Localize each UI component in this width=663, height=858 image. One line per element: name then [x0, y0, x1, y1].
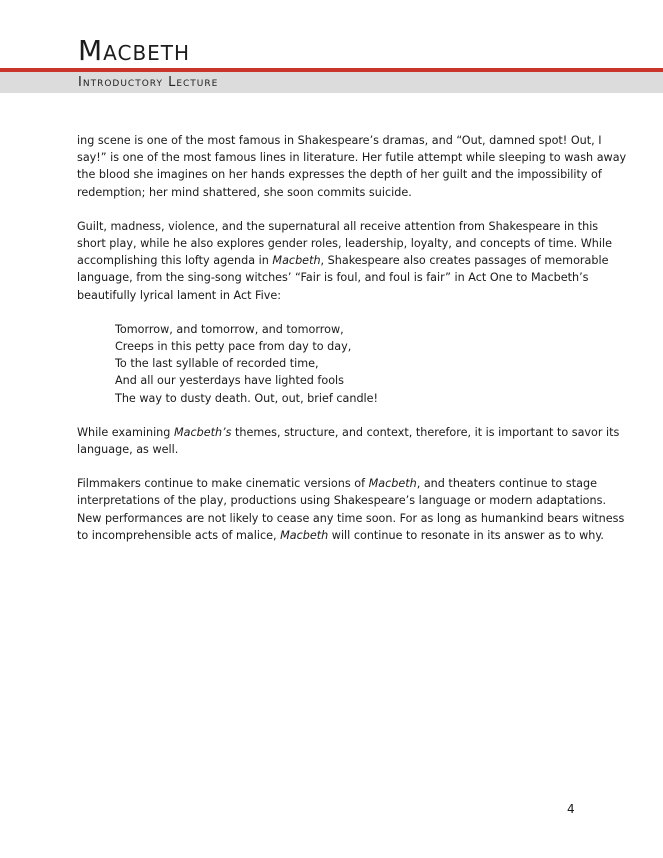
paragraph-2	[77, 218, 630, 304]
document-body	[77, 132, 630, 561]
paragraph-3-text-b: themes, structure, and context, therefore, it is important to savor its language, as well.	[77, 425, 620, 457]
page-subtitle: Introductory Lecture	[78, 75, 219, 90]
poem-line: The way to dusty death. Out, out, brief candle!	[115, 391, 379, 405]
paragraph-3-text-a: While examining	[77, 425, 174, 439]
play-title-emphasis: Macbeth	[368, 477, 417, 491]
play-title-emphasis: Macbeth	[280, 528, 329, 542]
paragraph-4-text-a: Filmmakers continue to make cinematic versions of	[77, 477, 369, 491]
paragraph-3	[77, 424, 630, 458]
paragraph-2-text-a: Guilt, madness, violence, and the supernatural all receive attention from Shakespeare in this short play, while he also explores gender roles, leadership, loyalty, and concepts of time. While accomplishing this lofty agenda in	[77, 219, 612, 268]
page-number: 4	[567, 802, 575, 816]
paragraph-4-text-b: , and theaters continue to stage interpretations of the play, productions using Shakespeare’s language or modern adaptations. New performances are not likely to cease any time soon. For as long as humankind bears witness to incomprehensible acts of malice,	[77, 477, 625, 542]
paragraph-4-text-c: will continue to resonate in its answer as to why.	[328, 528, 604, 542]
poem-line: And all our yesterdays have lighted fools	[115, 374, 344, 388]
page-title: Macbeth	[78, 34, 191, 67]
paragraph-2-text-b: , Shakespeare also creates passages of memorable language, from the sing-song witches’ “Fair is foul, and foul is fair” in Act One to Macbeth’s beautifully lyrical lament in Act Five:	[77, 254, 609, 302]
paragraph-4	[77, 475, 630, 544]
play-title-emphasis: Macbeth’s	[173, 425, 232, 439]
poem-quote	[115, 321, 630, 407]
paragraph-1: ing scene is one of the most famous in Shakespeare’s dramas, and “Out, damned spot! Out, I say!” is one of the most famous lines in literature. Her futile attempt while sleeping to wash away the blood she imagines on her hands expresses the depth of her guilt and the impossibility of redemption; her mind shattered, she soon commits suicide.	[77, 134, 627, 199]
poem-line: Tomorrow, and tomorrow, and tomorrow,	[115, 322, 344, 336]
play-title-emphasis: Macbeth	[272, 254, 321, 268]
poem-line: Creeps in this petty pace from day to day,	[115, 340, 352, 354]
poem-line: To the last syllable of recorded time,	[115, 357, 319, 371]
